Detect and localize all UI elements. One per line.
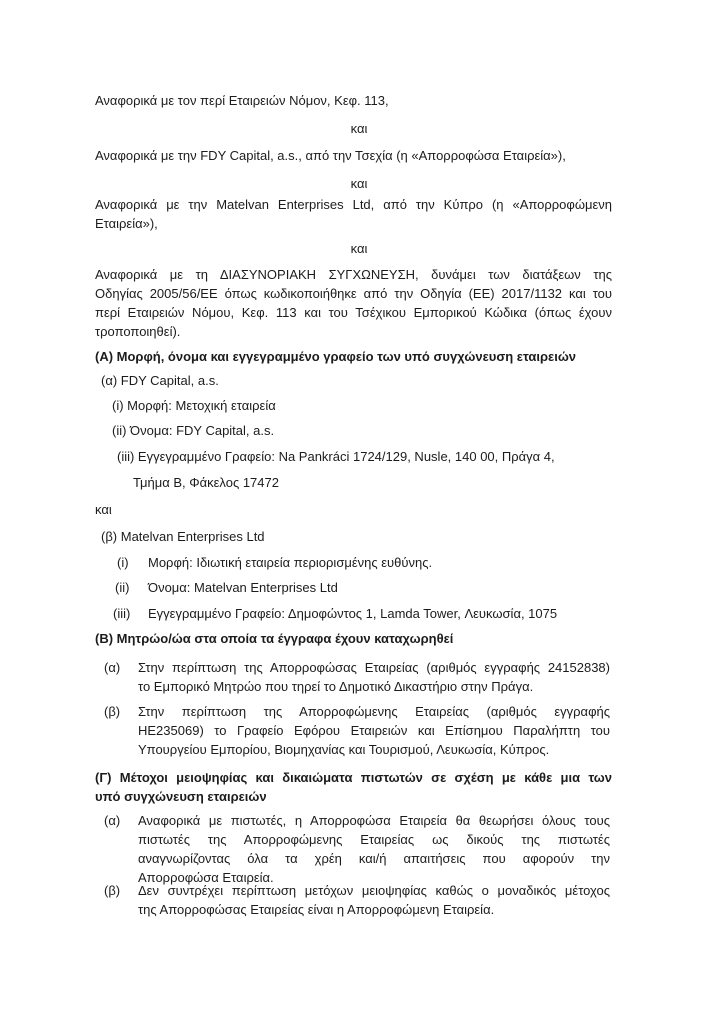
conjunction-and: και xyxy=(95,502,112,517)
section-b-heading: (Β) Μητρώο/ώα στα οποία τα έγγραφα έχουν καταχωρηθεί xyxy=(95,631,454,646)
company-b-office-number: (iii) xyxy=(113,606,131,621)
company-a-office-line-1: (iii) Εγγεγραμμένο Γραφείο: Na Pankráci 1724/129, Nusle, 140 00, Πράγα 4, xyxy=(117,449,555,464)
company-b-name-number: (ii) xyxy=(115,580,130,595)
rights-item-number: (β) xyxy=(104,883,121,898)
registry-item-b-line-3: Υπουργείου Εμπορίου, Βιομηχανίας και Τουρισμού, Λευκωσία, Κύπρος. xyxy=(138,742,550,757)
rights-item-a-line-3: αναγνωρίζοντας όλα τα χρέη και/ή απαιτήσεις που αφορούν την xyxy=(138,851,610,866)
rights-item-b-line-2: της Απορροφώσας Εταιρείας είναι η Απορροφώμενη Εταιρεία. xyxy=(138,902,495,917)
section-c-heading-line-1: (Γ) Μέτοχοι μειοψηφίας και δικαιώματα πιστωτών σε σχέση με κάθε μια των xyxy=(95,770,612,785)
registry-item-b-line-2: ΗΕ235069) το Γραφείο Εφόρου Εταιρειών και Επίσημου Παραλήπτη του xyxy=(138,723,610,738)
intro-paragraph-4-line-3: περί Εταιρειών Νόμου, Κεφ. 113 και του Τσέχικου Εμπορικού Κώδικα (όπως έχουν xyxy=(95,305,612,320)
conjunction-and: και xyxy=(350,176,368,191)
intro-paragraph-3-line-2: Εταιρεία»), xyxy=(95,216,158,231)
conjunction-and: και xyxy=(350,121,368,136)
rights-item-b-line-1: Δεν συντρέχει περίπτωση μετόχων μειοψηφίας καθώς ο μοναδικός μέτοχος xyxy=(138,883,610,898)
registry-item-b-line-1: Στην περίπτωση της Απορροφώμενης Εταιρείας (αριθμός εγγραφής xyxy=(138,704,610,719)
rights-item-a-line-2: πιστωτές της Απορροφώμενης Εταιρείας ως δικούς της πιστωτές xyxy=(138,832,610,847)
company-a-title: (α) FDY Capital, a.s. xyxy=(101,373,219,388)
registry-item-number: (β) xyxy=(104,704,121,719)
company-a-form: (i) Μορφή: Μετοχική εταιρεία xyxy=(112,398,276,413)
rights-item-a-line-1: Αναφορικά με πιστωτές, η Απορροφώσα Εταιρεία θα θεωρήσει όλους τους xyxy=(138,813,610,828)
company-b-office: Εγγεγραμμένο Γραφείο: Δημοφώντος 1, Lamda Tower, Λευκωσία, 1075 xyxy=(148,606,558,621)
intro-paragraph-3-line-1: Αναφορικά με την Matelvan Enterprises Ltd, από την Κύπρο (η «Απορροφώμενη xyxy=(95,197,612,212)
registry-item-a-line-2: το Εμπορικό Μητρώο που τηρεί το Δημοτικό Δικαστήριο στην Πράγα. xyxy=(138,679,534,694)
company-b-form: Μορφή: Ιδιωτική εταιρεία περιορισμένης ευθύνης. xyxy=(148,555,433,570)
rights-item-number: (α) xyxy=(104,813,121,828)
registry-item-a-line-1: Στην περίπτωση της Απορροφώσας Εταιρείας (αριθμός εγγραφής 24152838) xyxy=(138,660,610,675)
company-b-form-number: (i) xyxy=(117,555,129,570)
intro-paragraph-2: Αναφορικά με την FDY Capital, a.s., από την Τσεχία (η «Απορροφώσα Εταιρεία»), xyxy=(95,148,566,163)
company-b-title: (β) Matelvan Enterprises Ltd xyxy=(101,529,265,544)
conjunction-and: και xyxy=(350,241,368,256)
intro-paragraph-4-line-1: Αναφορικά με τη ΔΙΑΣΥΝΟΡΙΑΚΗ ΣΥΓΧΩΝΕΥΣΗ, δυνάμει των διατάξεων της xyxy=(95,267,612,282)
intro-paragraph-4-line-4: τροποποιηθεί). xyxy=(95,324,181,339)
company-b-name: Όνομα: Matelvan Enterprises Ltd xyxy=(148,580,338,595)
rights-item-a-line-4: Απορροφώσα Εταιρεία. xyxy=(138,870,274,885)
company-a-office-line-2: Τμήμα Β, Φάκελος 17472 xyxy=(133,475,279,490)
registry-item-number: (α) xyxy=(104,660,121,675)
intro-paragraph-4-line-2: Οδηγίας 2005/56/ΕΕ όπως κωδικοποιήθηκε από την Οδηγία (ΕΕ) 2017/1132 και του xyxy=(95,286,612,301)
intro-paragraph-1: Αναφορικά με τον περί Εταιρειών Νόμον, Κεφ. 113, xyxy=(95,93,389,108)
company-a-name: (ii) Όνομα: FDY Capital, a.s. xyxy=(112,423,275,438)
section-c-heading-line-2: υπό συγχώνευση εταιρειών xyxy=(95,789,267,804)
section-a-heading: (Α) Μορφή, όνομα και εγγεγραμμένο γραφείο των υπό συγχώνευση εταιρειών xyxy=(95,349,577,364)
